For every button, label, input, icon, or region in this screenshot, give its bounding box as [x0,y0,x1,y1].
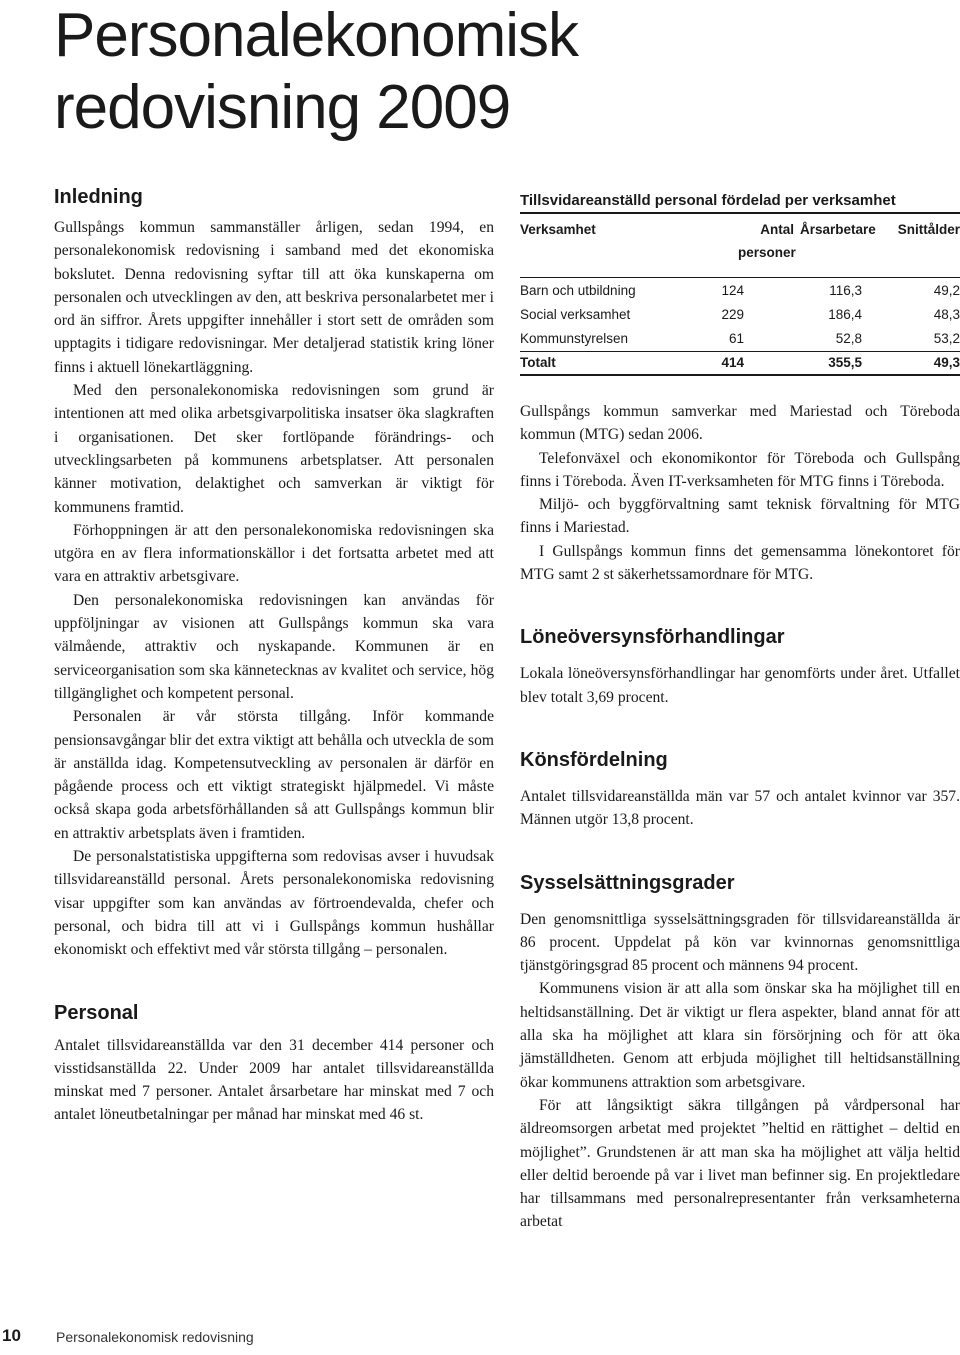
konsfordelning-body [520,785,960,832]
cell-antal: 229 [721,307,744,322]
paragraph: Förhoppningen är att den personalekonomiska redovisningen ska utgöra en av flera informationskällor i det fortsatta arbetet med att vara en attraktiv arbetsgivare. [54,521,494,586]
paragraph: Antalet tillsvidareanställda var den 31 december 414 personer och visstidsanställda 22. Under 2009 har antalet tillsvidareanställda minskat med 7 personer. Antalet årsarbetare har minskat med 7 och antalet löneutbetalningar per månad har minskat med 46 st. [54,1036,494,1124]
personal-body [54,1034,494,1127]
loneoversyn-body [520,662,960,709]
staff-table [520,212,960,376]
cell-total-label: Totalt [520,355,556,370]
cell-snittalder: 48,3 [933,307,960,322]
cell-antal: 124 [721,283,744,298]
samverkan-body [520,400,960,586]
section-heading-personal: Personal [54,1001,139,1024]
section-heading-loneoversyn: Löneöversynsförhandlingar [520,626,785,649]
cell-snittalder: 53,2 [933,331,960,346]
cell-arsarbetare: 52,8 [835,331,862,346]
column-header-antal: Antal personer [738,222,796,260]
cell-antal: 61 [728,331,744,346]
page-title-line-2: redovisning 2009 [54,73,511,142]
page-footer [0,1326,400,1350]
inledning-body [54,216,494,962]
table-total-row [520,351,960,376]
paragraph: Miljö- och byggförvaltning samt teknisk förvaltning för MTG finns i Mariestad. [520,496,960,537]
page-title-line-1: Personalekonomisk [54,1,579,70]
paragraph: Den personalekonomiska redovisningen kan användas för uppföljningar av visionen att Gullspångs kommun ska vara välmående, attraktiv och nyskapande. Kommunen är en serviceorganisation som ska kännetecknas av kvalitet och service, hög tillgänglighet och kompetent personal. [54,591,494,702]
section-heading-sysselsattning: Sysselsättningsgrader [520,871,735,894]
cell-verksamhet: Barn och utbildning [520,283,636,298]
column-header-arsarbetare: Årsarbetare [800,222,876,237]
section-heading-inledning: Inledning [54,186,143,208]
paragraph: Den genomsnittliga sysselsättningsgraden för tillsvidareanställda är 86 procent. Uppdelat på kön var kvinnornas genomsnittliga tjänstgöringsgrad 85 procent och männens 94 procent. [520,910,960,975]
table-row [520,327,960,351]
paragraph: För att långsiktigt säkra tillgången på vårdpersonal har äldreomsorgen arbetat med projektet ”heltid en rättighet – deltid en möjlighet”. Grundstenen är att man ska ha möjlighet att välja heltid eller deltid beroende på var i livet man befinner sig. En projektledare har tillsammans med personalrepresentanter från verksamheterna arbetat [520,1096,960,1231]
left-column [54,184,494,1127]
paragraph: Personalen är vår största tillgång. Inför kommande pensionsavgångar blir det extra viktigt att behålla och utveckla de som är anställda idag. Kompetensutveckling av personalen är därför en pågående process och ett viktigt strategiskt hjälpmedel. Vi måste också skapa goda arbetsförhållanden så att Gullspångs kommun blir en attraktiv arbetsplats även i framtiden. [54,708,494,842]
table-header-row [520,212,960,278]
cell-total-arsarbetare: 355,5 [828,355,862,370]
paragraph: Med den personalekonomiska redovisningen som grund är intentionen att med olika arbetsgivarpolitiska insatser öka slagkraften i organisationen. Det sker fortlöpande förändrings- och utvecklingsarbeten på kommunens arbetsplatser. Att personalen känner motivation, delaktighet och samverkan är viktigt för kommunens framtid. [54,382,494,516]
footer-text: Personalekonomisk redovisning [56,1329,254,1345]
cell-arsarbetare: 186,4 [828,307,862,322]
paragraph: Lokala löneöversynsförhandlingar har genomförts under året. Utfallet blev totalt 3,69 procent. [520,665,960,706]
paragraph: De personalstatistiska uppgifterna som redovisas avser i huvudsak tillsvidareanställd personal. Årets personalekonomiska redovisning visar uppgifter som kan användas av förtroendevalda, chefer och personal, och bidra till att vi i Gullspångs kommun hushållar ekonomiskt och effektivt med vår största tillgång – personalen. [54,848,494,959]
cell-arsarbetare: 116,3 [829,283,862,298]
paragraph: I Gullspångs kommun finns det gemensamma lönekontoret för MTG samt 2 st säkerhetssamordnare för MTG. [520,542,960,584]
cell-verksamhet: Social verksamhet [520,307,631,322]
paragraph: Gullspångs kommun samverkar med Mariestad och Töreboda kommun (MTG) sedan 2006. [520,403,960,444]
paragraph: Kommunens vision är att alla som önskar ska ha möjlighet till en heltidsanställning. Det är viktigt ur flera aspekter, bland annat för att alla ska ha möjlighet att klara sin försörjning och för att öka jämställdheten. Genom att erbjuda möjlighet till heltidsanställning ökar kommunens attraktion som arbetsgivare. [520,980,960,1091]
paragraph: Gullspångs kommun sammanställer årligen, sedan 1994, en personalekonomisk redovisning i samband med det ekonomiska bokslutet. Denna redovisning syftar till att öka kunskaperna om personalen och utvecklingen av den, att beskriva personalarbetet mer i ord än siffror. Årets uppgifter innehåller i stort sett de områden som upptagits i tidigare redovisningar. Mer detaljerad statistik kring löner finns i aktuell lönekartläggning. [54,219,494,376]
right-column [520,190,960,1234]
paragraph: Telefonväxel och ekonomikontor för Töreboda och Gullspång finns i Töreboda. Även IT-verksamheten för MTG finns i Töreboda. [520,449,960,490]
cell-verksamhet: Kommunstyrelsen [520,331,629,346]
cell-total-antal: 414 [721,355,744,370]
table-body [520,278,960,351]
sysselsattning-body [520,908,960,1234]
page-title [54,0,934,144]
paragraph: Antalet tillsvidareanställda män var 57 och antalet kvinnor var 357. Männen utgör 13,8 procent. [520,787,960,829]
table-row [520,303,960,327]
page-number: 10 [2,1326,21,1345]
section-heading-konsfordelning: Könsfördelning [520,748,668,771]
column-header-verksamhet: Verksamhet [520,222,596,237]
table-title: Tillsvidareanställd personal fördelad per verksamhet [520,192,896,209]
cell-snittalder: 49,2 [933,283,960,298]
column-header-snittalder: Snittålder [897,222,960,237]
table-row [520,279,960,303]
cell-total-snittalder: 49,3 [933,355,960,370]
